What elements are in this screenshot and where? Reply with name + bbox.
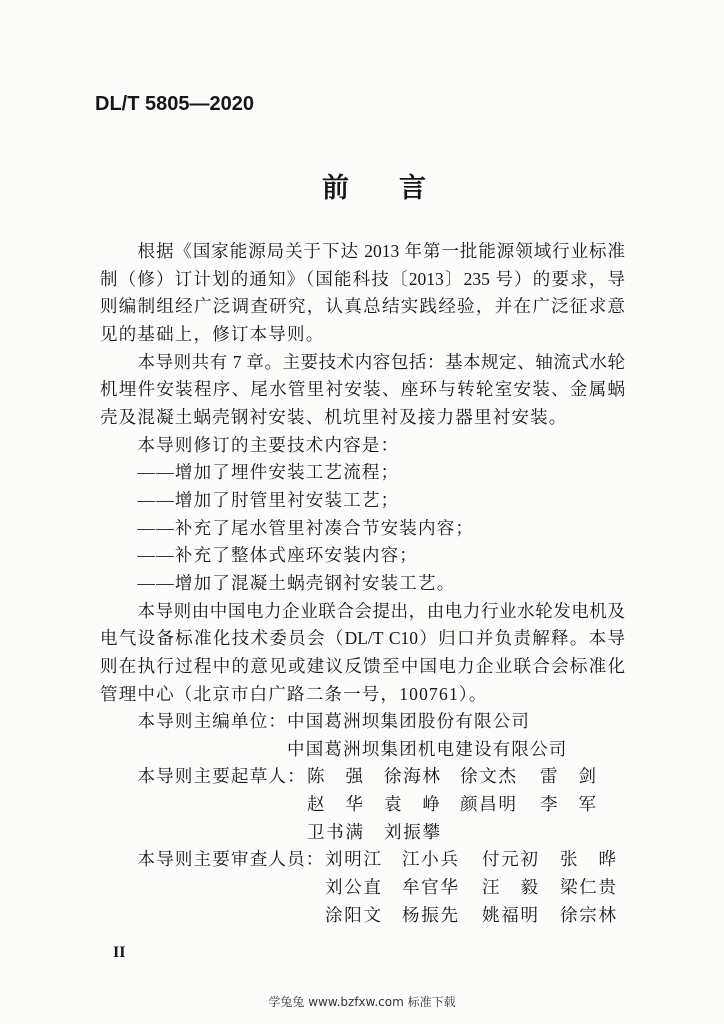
editors-label: 本导则主编单位：: [137, 711, 288, 732]
paragraph-line: 制（修）订计划的通知》（国能科技〔2013〕235 号）的要求，导: [100, 268, 625, 289]
paragraph-line: 根据《国家能源局关于下达 2013 年第一批能源领域行业标准: [137, 241, 625, 261]
revision-item: ——补充了尾水管里衬凑合节安装内容；: [137, 517, 475, 538]
editors-line: [100, 708, 625, 736]
reviewer-name: 涂阳文: [325, 904, 381, 925]
reviewers-line: [100, 874, 625, 902]
reviewer-name: 刘公直: [325, 877, 381, 898]
revision-item: ——增加了埋件安装工艺流程；: [137, 462, 400, 483]
drafter-name: 雷 剑: [540, 766, 596, 787]
reviewer-name: 牟官华: [402, 877, 458, 898]
reviewer-name: 刘明江: [325, 849, 381, 870]
footer-watermark: 学兔兔 www.bzfxw.com 标准下载: [268, 995, 456, 1009]
reviewer-name: 张 晔: [560, 849, 616, 870]
drafter-name: 颜昌明: [460, 794, 516, 815]
reviewer-name: 付元初: [482, 849, 538, 870]
drafters-label: 本导则主要起草人：: [137, 766, 306, 787]
reviewers-label: 本导则主要审查人员：: [137, 849, 325, 870]
editors-line: [100, 736, 625, 764]
drafters-line: [100, 819, 625, 847]
page-number: II: [113, 944, 126, 961]
drafter-name: 陈 强: [307, 766, 363, 787]
paragraph-line: 管理中心（北京市白广路二条一号，100761）。: [100, 683, 488, 704]
editor-unit: 中国葛洲坝集团机电建设有限公司: [287, 738, 568, 759]
reviewer-name: 梁仁贵: [560, 877, 616, 898]
revision-item: ——补充了整体式座环安装内容；: [137, 545, 418, 566]
paragraph-line: 电气设备标准化技术委员会（DL/T C10）归口并负责解释。本导: [100, 628, 625, 649]
drafter-name: 李 军: [540, 794, 596, 815]
reviewers-line: [100, 902, 625, 930]
paragraph-line: 机埋件安装程序、尾水管里衬安装、座环与转轮室安装、金属蜗: [100, 379, 625, 400]
drafter-name: 袁 峥: [384, 794, 440, 815]
reviewers-line: [100, 846, 625, 874]
reviewer-name: 杨振先: [402, 904, 458, 925]
paragraph-line: 本导则修订的主要技术内容是：: [137, 434, 400, 455]
paragraph-line: 本导则由中国电力企业联合会提出，由电力行业水轮发电机及: [137, 600, 625, 621]
revision-item: ——增加了肘管里衬安装工艺；: [137, 489, 400, 510]
paragraph-line: 壳及混凝土蜗壳钢衬安装、机坑里衬及接力器里衬安装。: [100, 406, 568, 427]
paragraph-line: 则编制组经广泛调查研究，认真总结实践经验，并在广泛征求意: [100, 296, 625, 317]
revision-item: ——增加了混凝土蜗壳钢衬安装工艺。: [137, 572, 456, 593]
drafter-name: 卫书满: [307, 821, 363, 842]
reviewer-name: 江小兵: [402, 849, 458, 870]
drafters-line: [100, 791, 625, 819]
drafters-line: [100, 763, 625, 791]
drafter-name: 徐海林: [384, 766, 440, 787]
reviewer-name: 汪 毅: [482, 877, 538, 898]
paragraph-line: 本导则共有 7 章。主要技术内容包括：基本规定、轴流式水轮: [137, 351, 625, 372]
drafter-name: 赵 华: [307, 794, 363, 815]
preface-title: 前 言: [322, 173, 426, 203]
paragraph-line: 则在执行过程中的意见或建议反馈至中国电力企业联合会标准化: [100, 655, 625, 676]
reviewer-name: 徐宗林: [560, 904, 616, 925]
drafter-name: 刘振攀: [384, 821, 440, 842]
drafter-name: 徐文杰: [460, 766, 516, 787]
preface-body: [100, 238, 625, 929]
standard-code: DL/T 5805—2020: [95, 93, 254, 115]
reviewer-name: 姚福明: [482, 904, 538, 925]
paragraph-line: 见的基础上，修订本导则。: [100, 323, 325, 344]
editor-unit: 中国葛洲坝集团股份有限公司: [287, 711, 531, 732]
